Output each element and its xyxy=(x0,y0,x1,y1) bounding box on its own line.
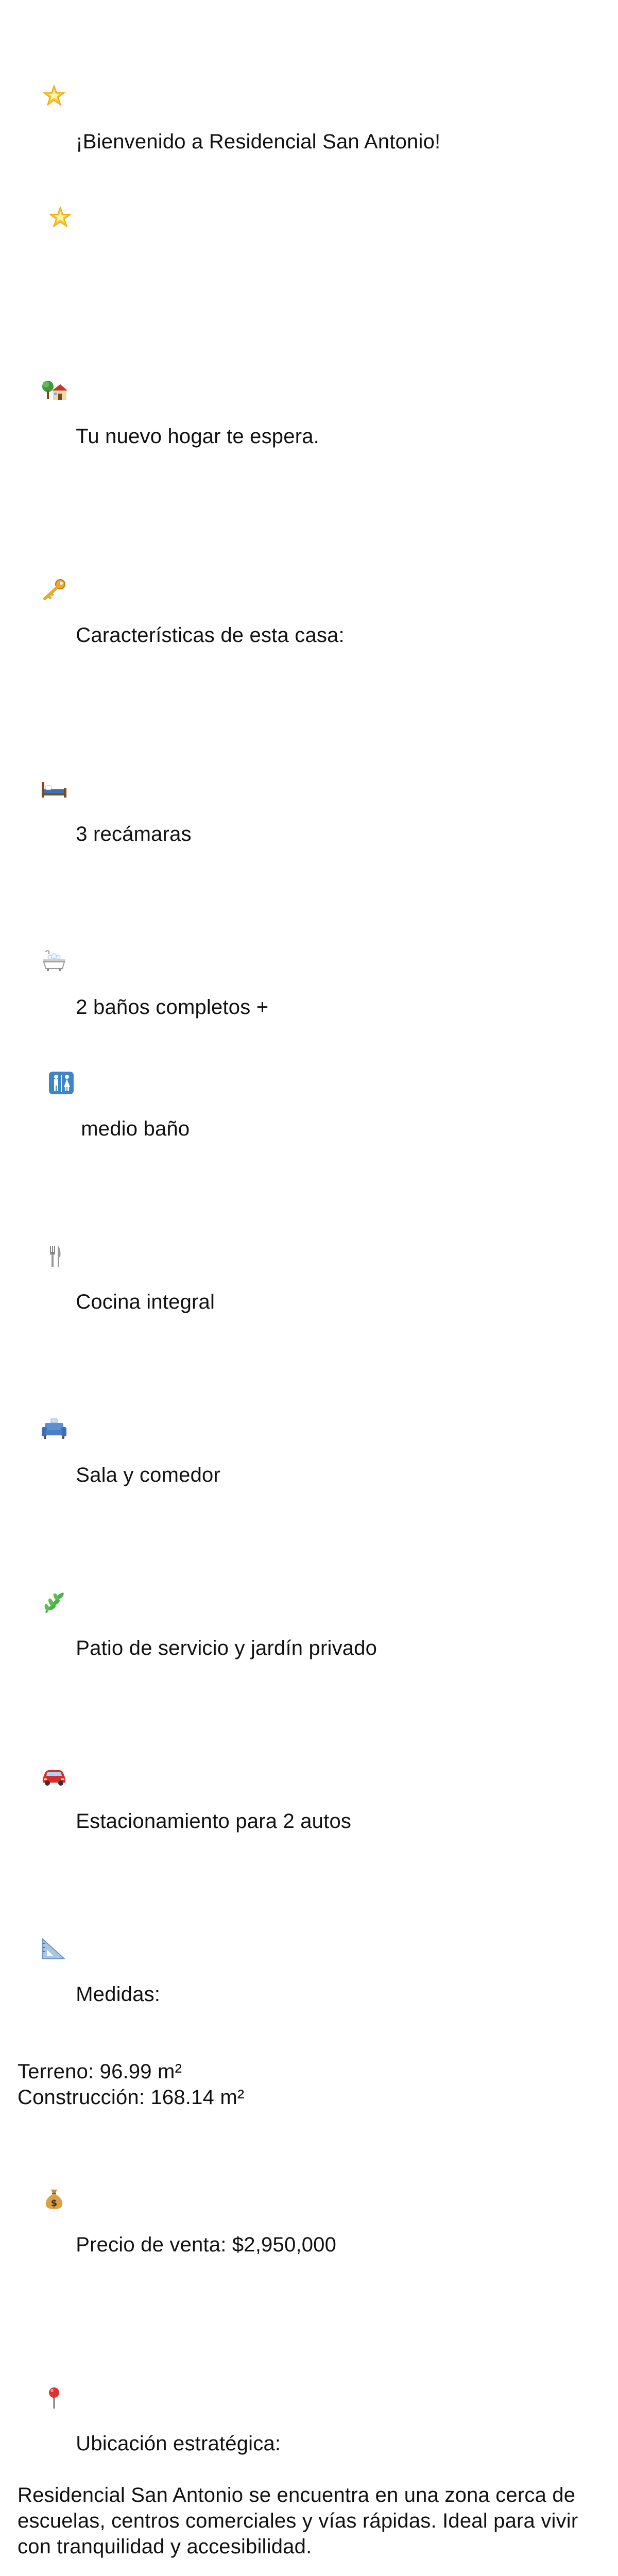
features-heading-line xyxy=(18,501,605,674)
feature-measures: Medidas: xyxy=(76,1983,161,2006)
feature-bedrooms-line xyxy=(18,700,605,873)
welcome-title: ¡Bienvenido a Residencial San Antonio! xyxy=(76,130,441,153)
spacer xyxy=(18,475,605,501)
feature-living-line xyxy=(18,1341,605,1514)
feature-bedrooms: 3 recámaras xyxy=(76,823,192,845)
spacer xyxy=(18,2033,605,2059)
location-heading: Ubicación estratégica: xyxy=(76,2432,281,2455)
price: Precio de venta: $2,950,000 xyxy=(76,2233,337,2256)
restroom-icon xyxy=(48,1020,75,1043)
feature-kitchen-line xyxy=(18,1167,605,1341)
feature-living: Sala y comedor xyxy=(76,1464,220,1486)
spacer xyxy=(18,2283,605,2309)
key-icon xyxy=(41,527,67,549)
welcome-subtitle: Tu nuevo hogar te espera. xyxy=(76,425,319,448)
features-heading: Características de esta casa: xyxy=(76,624,345,647)
feature-garden: Patio de servicio y jardín privado xyxy=(76,1637,377,1659)
construction-line: Construcción: 168.14 m² xyxy=(18,2086,245,2109)
glowing-star-icon xyxy=(41,33,67,56)
spacer xyxy=(18,2560,605,2576)
triangular-ruler-icon xyxy=(41,1886,67,1908)
message-body xyxy=(18,7,605,2576)
round-pushpin-icon xyxy=(41,2335,67,2358)
house-with-garden-icon xyxy=(41,328,67,350)
couch-icon xyxy=(41,1366,67,1389)
herb-icon xyxy=(41,1539,67,1562)
feature-parking-line xyxy=(18,1687,605,1860)
feature-bathrooms-part1: 2 baños completos + xyxy=(76,996,269,1019)
land-line: Terreno: 96.99 m² xyxy=(18,2060,182,2083)
fork-and-knife-icon xyxy=(41,1193,67,1216)
money-bag-icon xyxy=(41,2136,67,2209)
feature-bathrooms-line xyxy=(18,873,605,1167)
feature-garden-line xyxy=(18,1514,605,1687)
bathtub-icon xyxy=(41,899,67,921)
feature-measures-line xyxy=(18,1860,605,2033)
feature-parking: Estacionamiento para 2 autos xyxy=(76,1810,352,1833)
feature-kitchen: Cocina integral xyxy=(76,1291,215,1313)
svg-text:$: $ xyxy=(50,2198,58,2209)
location-heading-line xyxy=(18,2309,605,2482)
glowing-star-icon xyxy=(47,155,74,177)
location-text: Residencial San Antonio se encuentra en una zona cerca de escuelas, centros comerciales y vías rápidas. Ideal para vivir con tranquilidad y accesibilidad. xyxy=(18,2484,578,2558)
subtitle-line xyxy=(18,302,605,475)
price-line xyxy=(18,2110,605,2283)
spacer xyxy=(18,674,605,700)
bed-icon xyxy=(41,725,67,748)
car-icon xyxy=(41,1713,67,1735)
feature-bathrooms-part2: medio baño xyxy=(81,1117,190,1140)
welcome-line xyxy=(18,7,605,302)
